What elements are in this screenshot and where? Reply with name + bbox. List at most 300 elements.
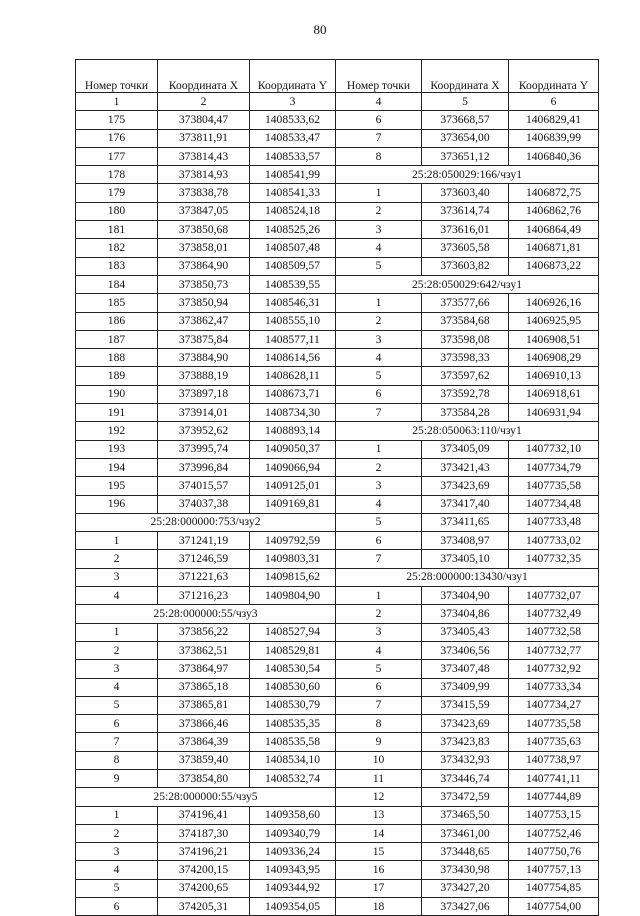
table-row [76,129,599,147]
coord-y: 1407735,63 [509,733,599,751]
table-row [76,385,599,403]
point-number: 6 [336,532,422,550]
point-number: 6 [76,898,158,916]
coord-x: 374196,21 [158,843,250,861]
coord-y: 1409340,79 [250,824,336,842]
point-number: 7 [336,550,422,568]
table-row [76,532,599,550]
coord-x: 373584,68 [422,312,509,330]
table-row [76,367,599,385]
coord-x: 373446,74 [422,769,509,787]
coord-y: 1407733,02 [509,532,599,550]
coord-y: 1406829,41 [509,111,599,129]
point-number: 3 [336,221,422,239]
coord-y: 1409125,01 [250,477,336,495]
coord-x: 373864,97 [158,660,250,678]
point-number: 1 [336,440,422,458]
coord-x: 373427,06 [422,898,509,916]
column-number: 3 [250,93,336,111]
parcel-section-label: 25:28:050029:642/чзу1 [336,275,599,293]
point-number: 5 [76,696,158,714]
coord-y: 1409344,92 [250,879,336,897]
parcel-section-label: 25:28:050063:110/чзу1 [336,422,599,440]
point-number: 7 [336,696,422,714]
coord-y: 1406862,76 [509,202,599,220]
coord-y: 1408509,57 [250,257,336,275]
coord-x: 373423,69 [422,477,509,495]
coord-y: 1406873,22 [509,257,599,275]
point-number: 177 [76,147,158,165]
coord-y: 1406840,36 [509,147,599,165]
header-point-number-left: Номер точки [76,60,158,93]
table-row [76,294,599,312]
table-row [76,733,599,751]
coord-x: 373865,81 [158,696,250,714]
coord-y: 1407744,89 [509,788,599,806]
point-number: 5 [76,879,158,897]
coord-x: 373404,90 [422,587,509,605]
coord-y: 1407735,58 [509,715,599,733]
table-row [76,513,599,531]
column-number: 5 [422,93,509,111]
point-number: 2 [76,550,158,568]
coord-x: 371216,23 [158,587,250,605]
table-row [76,312,599,330]
coord-y: 1408673,71 [250,385,336,403]
point-number: 7 [336,404,422,422]
coord-y: 1406926,16 [509,294,599,312]
coord-y: 1408555,10 [250,312,336,330]
coord-y: 1407753,15 [509,806,599,824]
table-row [76,330,599,348]
point-number: 4 [76,861,158,879]
coord-y: 1407732,58 [509,623,599,641]
coord-y: 1407735,58 [509,477,599,495]
point-number: 18 [336,898,422,916]
table-row [76,440,599,458]
point-number: 6 [76,715,158,733]
coord-y: 1407754,85 [509,879,599,897]
table-row [76,587,599,605]
coord-x: 373814,43 [158,147,250,165]
point-number: 1 [336,294,422,312]
point-number: 11 [336,769,422,787]
coord-y: 1408524,18 [250,202,336,220]
coord-x: 373603,40 [422,184,509,202]
table-row [76,678,599,696]
table-row [76,879,599,897]
point-number: 176 [76,129,158,147]
point-number: 180 [76,202,158,220]
coord-y: 1406839,99 [509,129,599,147]
point-number: 2 [336,458,422,476]
page-number: 80 [313,22,327,37]
point-number: 185 [76,294,158,312]
coord-x: 373651,12 [422,147,509,165]
coord-y: 1409343,95 [250,861,336,879]
coord-x: 373864,90 [158,257,250,275]
header-coord-y-left: Координата Y [250,60,336,93]
point-number: 4 [336,349,422,367]
coord-y: 1407732,77 [509,641,599,659]
coord-x: 373577,66 [422,294,509,312]
coord-y: 1406908,29 [509,349,599,367]
coord-x: 374187,30 [158,824,250,842]
point-number: 3 [336,623,422,641]
column-number-row [76,93,599,111]
coord-x: 373427,20 [422,879,509,897]
coord-y: 1406931,94 [509,404,599,422]
coord-x: 373875,84 [158,330,250,348]
coordinates-table [75,59,599,916]
column-number: 1 [76,93,158,111]
coord-x: 373423,69 [422,715,509,733]
coord-y: 1407733,34 [509,678,599,696]
point-number: 1 [76,806,158,824]
coord-y: 1406925,95 [509,312,599,330]
table-row [76,221,599,239]
coord-y: 1408541,99 [250,166,336,184]
coord-y: 1407757,13 [509,861,599,879]
table-row [76,349,599,367]
point-number: 193 [76,440,158,458]
coord-y: 1408541,33 [250,184,336,202]
parcel-section-label: 25:28:050029:166/чзу1 [336,166,599,184]
point-number: 13 [336,806,422,824]
coord-x: 373472,59 [422,788,509,806]
coord-x: 373654,00 [422,129,509,147]
coord-x: 373862,47 [158,312,250,330]
coord-x: 373592,78 [422,385,509,403]
coord-x: 373405,43 [422,623,509,641]
table-row [76,861,599,879]
point-number: 10 [336,751,422,769]
point-number: 2 [336,202,422,220]
point-number: 4 [336,239,422,257]
coord-x: 373995,74 [158,440,250,458]
coord-x: 373897,18 [158,385,250,403]
coord-y: 1409815,62 [250,568,336,586]
coord-y: 1409066,94 [250,458,336,476]
coord-x: 373465,50 [422,806,509,824]
point-number: 1 [76,623,158,641]
coord-x: 373598,08 [422,330,509,348]
point-number: 6 [336,385,422,403]
table-row [76,404,599,422]
coord-y: 1409803,31 [250,550,336,568]
coord-x: 373854,80 [158,769,250,787]
point-number: 4 [336,641,422,659]
coord-x: 373850,68 [158,221,250,239]
coord-x: 373914,01 [158,404,250,422]
table-row [76,898,599,916]
table-row [76,715,599,733]
coord-x: 373417,40 [422,495,509,513]
header-coord-y-right: Координата Y [509,60,599,93]
coord-y: 1407732,10 [509,440,599,458]
point-number: 9 [76,769,158,787]
point-number: 7 [76,733,158,751]
coord-y: 1409169,81 [250,495,336,513]
coord-x: 373884,90 [158,349,250,367]
table-row [76,568,599,586]
coord-x: 373866,46 [158,715,250,733]
coord-x: 374037,38 [158,495,250,513]
table-row [76,696,599,714]
coord-y: 1406872,75 [509,184,599,202]
table-row [76,550,599,568]
coord-y: 1408507,48 [250,239,336,257]
coord-y: 1407732,35 [509,550,599,568]
coord-x: 373405,10 [422,550,509,568]
coord-x: 373421,43 [422,458,509,476]
coord-x: 373864,39 [158,733,250,751]
coord-y: 1407732,49 [509,605,599,623]
coord-y: 1406908,51 [509,330,599,348]
coord-x: 373408,97 [422,532,509,550]
parcel-section-label: 25:28:000000:55/чзу3 [76,605,336,623]
table-row [76,751,599,769]
table-row [76,147,599,165]
column-number: 4 [336,93,422,111]
coord-y: 1407733,48 [509,513,599,531]
coord-y: 1407734,48 [509,495,599,513]
point-number: 5 [336,367,422,385]
point-number: 14 [336,824,422,842]
coord-x: 373605,58 [422,239,509,257]
point-number: 15 [336,843,422,861]
coord-x: 373432,93 [422,751,509,769]
coord-y: 1408533,57 [250,147,336,165]
coord-y: 1408533,47 [250,129,336,147]
point-number: 192 [76,422,158,440]
table-row [76,202,599,220]
coord-x: 373614,74 [422,202,509,220]
point-number: 6 [336,678,422,696]
coord-x: 373404,86 [422,605,509,623]
table-row [76,623,599,641]
coord-y: 1408535,35 [250,715,336,733]
coord-y: 1406871,81 [509,239,599,257]
coord-x: 373856,22 [158,623,250,641]
point-number: 3 [336,330,422,348]
coord-x: 373859,40 [158,751,250,769]
coord-y: 1408529,81 [250,641,336,659]
coord-y: 1408532,74 [250,769,336,787]
coord-x: 373409,99 [422,678,509,696]
coord-y: 1408534,10 [250,751,336,769]
point-number: 8 [336,147,422,165]
table-row [76,239,599,257]
table-row [76,641,599,659]
coord-y: 1408539,55 [250,275,336,293]
point-number: 4 [336,495,422,513]
coord-x: 373423,83 [422,733,509,751]
table-row [76,769,599,787]
coord-x: 373405,09 [422,440,509,458]
coord-x: 373603,82 [422,257,509,275]
point-number: 1 [76,532,158,550]
point-number: 2 [76,824,158,842]
coord-y: 1409354,05 [250,898,336,916]
point-number: 4 [76,678,158,696]
table-row [76,806,599,824]
parcel-section-label: 25:28:000000:753/чзу2 [76,513,336,531]
point-number: 190 [76,385,158,403]
point-number: 182 [76,239,158,257]
coord-x: 373598,33 [422,349,509,367]
parcel-section-label: 25:28:000000:13430/чзу1 [336,568,599,586]
point-number: 189 [76,367,158,385]
column-number: 6 [509,93,599,111]
coord-y: 1408530,79 [250,696,336,714]
point-number: 3 [76,843,158,861]
coord-y: 1409050,37 [250,440,336,458]
point-number: 12 [336,788,422,806]
point-number: 5 [336,257,422,275]
coord-y: 1408577,11 [250,330,336,348]
coord-y: 1407734,27 [509,696,599,714]
coord-y: 1408530,60 [250,678,336,696]
coord-y: 1408614,56 [250,349,336,367]
point-number: 17 [336,879,422,897]
table-body [76,111,599,916]
point-number: 1 [336,184,422,202]
header-point-number-right: Номер точки [336,60,422,93]
table-row [76,660,599,678]
point-number: 196 [76,495,158,513]
point-number: 7 [336,129,422,147]
table-row [76,184,599,202]
point-number: 191 [76,404,158,422]
coord-y: 1408893,14 [250,422,336,440]
point-number: 3 [76,660,158,678]
coord-x: 371241,19 [158,532,250,550]
point-number: 195 [76,477,158,495]
point-number: 194 [76,458,158,476]
coord-y: 1409358,60 [250,806,336,824]
coord-x: 373888,19 [158,367,250,385]
point-number: 16 [336,861,422,879]
coord-x: 373597,62 [422,367,509,385]
point-number: 5 [336,660,422,678]
table-row [76,788,599,806]
coord-x: 371246,59 [158,550,250,568]
table-row [76,477,599,495]
coord-x: 374205,31 [158,898,250,916]
table-row [76,458,599,476]
coord-x: 373814,93 [158,166,250,184]
coord-y: 1406918,61 [509,385,599,403]
table-row [76,111,599,129]
coord-y: 1407750,76 [509,843,599,861]
coord-x: 373838,78 [158,184,250,202]
coord-x: 374200,15 [158,861,250,879]
coord-y: 1408734,30 [250,404,336,422]
coord-y: 1407752,46 [509,824,599,842]
point-number: 9 [336,733,422,751]
coord-y: 1407732,07 [509,587,599,605]
point-number: 183 [76,257,158,275]
coord-x: 373461,00 [422,824,509,842]
point-number: 8 [336,715,422,733]
coord-y: 1408628,11 [250,367,336,385]
header-coord-x-right: Координата X [422,60,509,93]
coord-x: 373952,62 [158,422,250,440]
coord-y: 1408535,58 [250,733,336,751]
coord-y: 1408525,26 [250,221,336,239]
coord-y: 1406864,49 [509,221,599,239]
coord-x: 374200,65 [158,879,250,897]
coord-x: 373850,94 [158,294,250,312]
point-number: 178 [76,166,158,184]
table-row [76,422,599,440]
coord-y: 1408530,54 [250,660,336,678]
coord-x: 373865,18 [158,678,250,696]
coord-x: 373415,59 [422,696,509,714]
point-number: 4 [76,587,158,605]
point-number: 179 [76,184,158,202]
point-number: 188 [76,349,158,367]
point-number: 3 [336,477,422,495]
table-row [76,605,599,623]
header-row [76,60,599,93]
coord-x: 373862,51 [158,641,250,659]
table-row [76,843,599,861]
table-row [76,495,599,513]
coord-y: 1407734,79 [509,458,599,476]
coord-x: 373406,56 [422,641,509,659]
coord-x: 373811,91 [158,129,250,147]
column-number: 2 [158,93,250,111]
table-row [76,166,599,184]
coord-y: 1406910,13 [509,367,599,385]
table-row [76,257,599,275]
coord-x: 373847,05 [158,202,250,220]
point-number: 3 [76,568,158,586]
point-number: 175 [76,111,158,129]
coord-x: 373996,84 [158,458,250,476]
coord-x: 373804,47 [158,111,250,129]
point-number: 5 [336,513,422,531]
point-number: 2 [336,312,422,330]
coord-x: 373448,65 [422,843,509,861]
point-number: 2 [336,605,422,623]
coord-x: 373407,48 [422,660,509,678]
coord-y: 1407741,11 [509,769,599,787]
coord-y: 1408527,94 [250,623,336,641]
coord-x: 373430,98 [422,861,509,879]
coord-y: 1409804,90 [250,587,336,605]
point-number: 186 [76,312,158,330]
coord-x: 374015,57 [158,477,250,495]
coord-x: 371221,63 [158,568,250,586]
table-row [76,275,599,293]
coord-y: 1407732,92 [509,660,599,678]
parcel-section-label: 25:28:000000:55/чзу5 [76,788,336,806]
coord-x: 373411,65 [422,513,509,531]
table-row [76,824,599,842]
point-number: 6 [336,111,422,129]
point-number: 187 [76,330,158,348]
coord-y: 1409336,24 [250,843,336,861]
point-number: 184 [76,275,158,293]
coord-x: 373858,01 [158,239,250,257]
point-number: 2 [76,641,158,659]
coord-y: 1408546,31 [250,294,336,312]
header-coord-x-left: Координата X [158,60,250,93]
coord-y: 1407754,00 [509,898,599,916]
